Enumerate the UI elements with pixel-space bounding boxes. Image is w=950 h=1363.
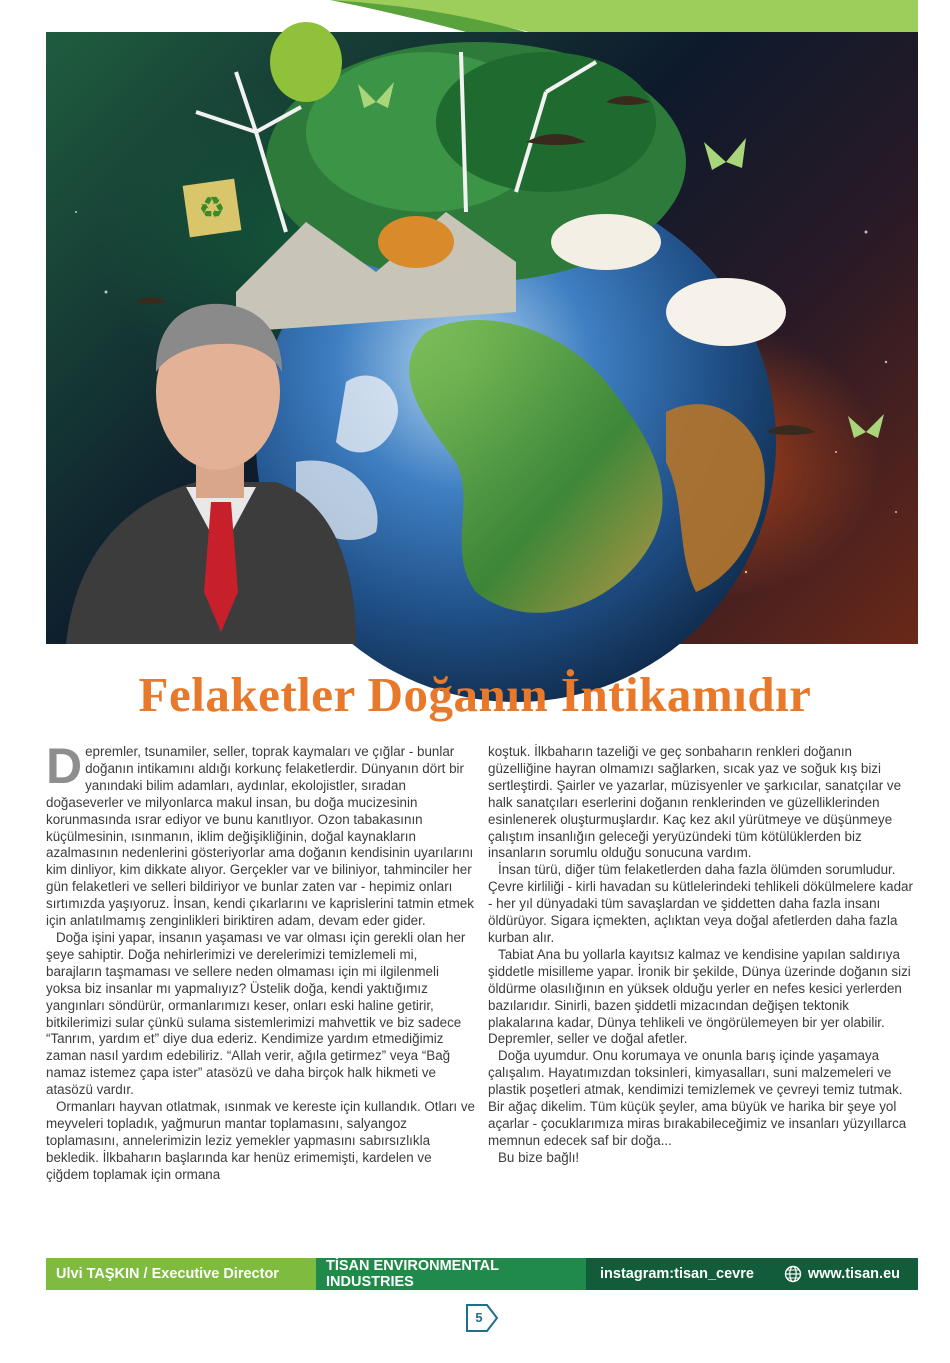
article-paragraph [46,738,476,930]
article-paragraph: Doğa uyumdur. Onu korumaya ve onunla barış içinde yaşamaya çalışalım. Hayatımızdan toksinleri, kimyasalları, suni malzemeleri ve plastik poşetleri atmak, kendimizi temizlemek ve çevreyi temiz tutmak. Bir ağaç dikelim. Tüm küçük şeyler, ama büyük ve harika bir şeye yol açarlar - çocuklarımıza miras bırakabileceğimiz ve insanları yüzyıllarca memnun edecek saf bir doğa... [488,1048,907,1148]
globe-icon [784,1265,802,1283]
article-paragraph: Bu bize bağlı! [498,1149,580,1165]
website-text: www.tisan.eu [807,1266,900,1282]
footer-bar [46,1258,918,1290]
article-paragraph: Doğa işini yapar, insanın yaşaması ve var olması için gerekli olan her şeye sahiptir. Doğa nehirlerimizi ve derelerimizi temizlemeli mi, barajların taşmaması ve sellere neden olmaması için mi ilgilenmeli yoksa biz insanlar mı yapmalıyız? Üstelik doğa, kendi yaktığımız yangınları söndürür, ormanlarımızı keser, onları eski haline getirir, bitkilerimizi sular çünkü sulama sistemlerimizi mahvettik ve biz sadece “Tanrım, yardım et” diye dua ederiz. Kendimize yardım etmediğimiz zaman nasıl yardım edebiliriz. “Allah verir, ağıla getirmez” veya “Bağ namaz istemez çapa ister” atasözü ve daha birçok halk hikmeti ve atasözü vardır. [46,929,466,1098]
svg-text:♻: ♻ [198,191,226,226]
article-title: Felaketler Doğanın İntikamıdır [138,667,812,722]
page-number: 5 [475,1310,483,1325]
article-paragraph: Tabiat Ana bu yollarla kayıtsız kalmaz ve kendisine yapılan saldırıya şiddetle misilleme yapar. İronik bir şekilde, Dünya üzerinde doğanın sizi öldürme olasılığının en yüksek olduğu yerler en nefes kesici yerlerden bazılarıdır. Sinirli, bazen şiddetli mizacından değişen tektonik plakalarına kadar, Dünya tehlikeli ve öngörülemeyen bir yer olabilir. Depremler, seller ve doğal afetler. [488,946,911,1047]
article-paragraph: Ormanları hayvan otlatmak, ısınmak ve kereste için kullandık. Otları ve meyveleri topladık, yağmurun mantar toplamasını, salyangoz toplamasını, annelerimizin leziz yemekler yapmasını sabırsızlıkla bekledik. İlkbaharın başlarında kar henüz erimemişti, kardelen ve çiğdem toplamak için ormana [46,1099,475,1182]
photo-caption: Ulvi TAŞKIN [202,652,286,668]
footer-author-text: Ulvi TAŞKIN / Executive Director [56,1266,279,1282]
footer-company [316,1258,586,1290]
paragraph-text: epremler, tsunamiler, seller, toprak kaymaları ve çığlar - bunlar doğanın intikamını aldığı korkunç felaketlerdir. Dünyanın dört bir yanındaki bilim adamları, aydınlar, ekolojistler, sıradan doğaseverler ve milyonlarca makul insan, bu doğa mucizesinin korunmasında ısrar ediyor ve bunu kanıtlıyor. Ozon tabakasının küçülmesinin, ısınmanın, iklim değişikliğinin, doğal kaynakların azalmasının nedenlerini gösteriyorlar ama doğanın kendisinin uyarılarını kim dinliyor, kim dikkate alıyor. Gerçekler var ve biliniyor, tahminciler her gün felaketleri ve selleri bildiriyor ve bunlar zaten var - hepimiz onları sırtımızda yaşıyoruz. İnsan, kendi çıkarlarını ve kaprislerini tatmin etmek için anlatılmamış zenginlikleri biriktiren adam, devam eder gider. [46,744,474,929]
footer-company-text: TİSAN ENVIRONMENTAL INDUSTRIES [326,1258,499,1290]
instagram-handle[interactable]: instagram:tisan_cevre [600,1266,754,1282]
footer-contact [586,1258,918,1290]
website-link[interactable] [784,1265,900,1283]
hero-illustration [46,32,918,644]
article-column-right [488,744,918,1167]
drop-cap: D [46,738,83,794]
article-paragraph: koştuk. İlkbaharın tazeliği ve geç sonbaharın renkleri doğanın güzelliğine hayran olmamızı sağlarken, sıcak yaz ve soğuk kış bizi sertleştirdi. Şairler ve yazarlar, müzisyenler ve şarkıcılar, sanatçılar ve halk sanatçıları eserlerini doğanın renklerinden ve güzelliklerinden esinlenerek oluşturmuşlardır. Kaç kez akıl yürütmeye ve düşünmeye çalıştım insanlığın geleceği yeryüzündeki tüm kötülüklerden biz insanların sorumlu olduğu sonucuna vardım. [488,744,902,861]
page-number-badge [465,1303,499,1333]
footer-author [46,1258,316,1290]
article-column-left [46,738,476,1184]
hero-image [46,32,918,668]
article-paragraph: İnsan türü, diğer tüm felaketlerden daha fazla ölümden sorumludur. Çevre kirliliği - kirli havadan su kütlelerindeki tehlikeli dökülmelere kadar - her yıl dünyadaki tüm savaşlardan ve şiddetten daha fazla insanı öldürüyor. Sigara içmekten, açlıktan veya doğal afetlerden daha fazla kurban alır. [488,862,913,945]
